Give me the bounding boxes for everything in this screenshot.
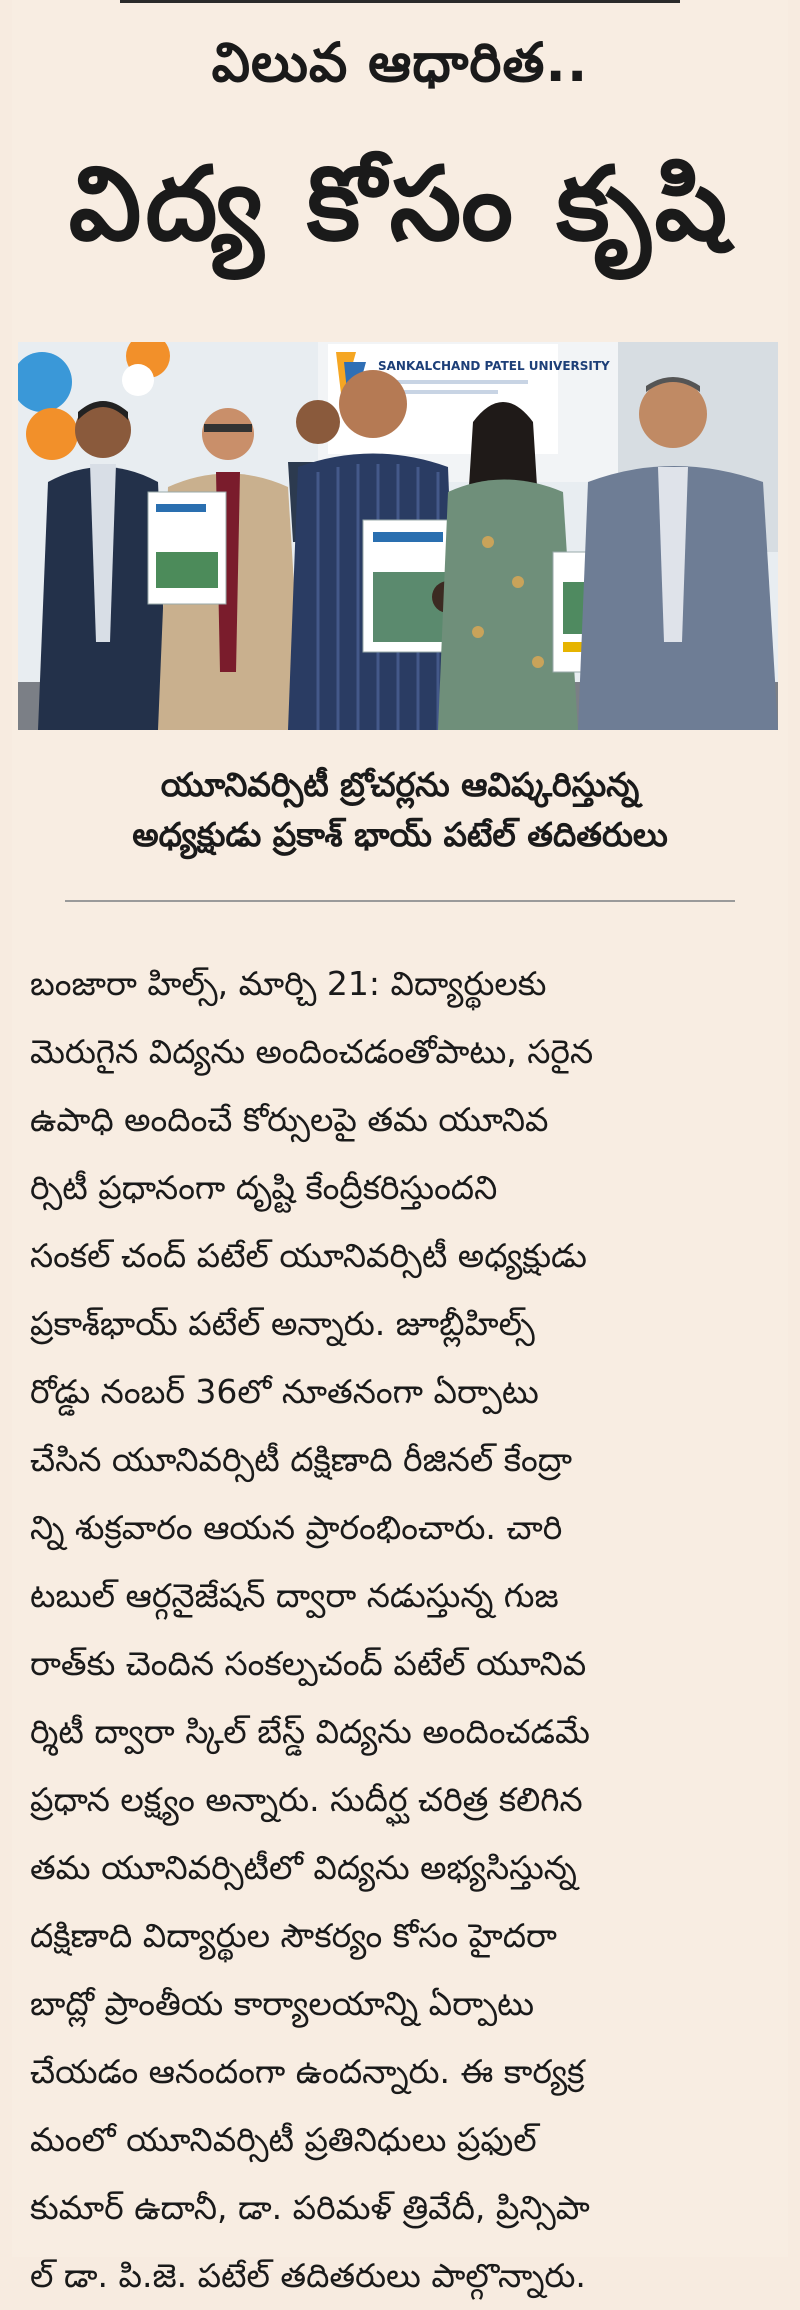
news-photo [18,342,778,730]
caption-line: అధ్యక్షుడు ప్రకాశ్ భాయ్ పటేల్ తదితరులు [132,815,668,854]
body-line: కుమార్ ఉదానీ, డా. పరిమళ్ త్రివేదీ, ప్రిన్సిపా [30,2188,590,2227]
body-line: బంజారా హిల్స్, మార్చి 21: విద్యార్థులకు [30,964,547,1003]
body-line: ప్రధాన లక్ష్యం అన్నారు. సుదీర్ఘ చరిత్ర కలిగిన [30,1780,583,1819]
body-line: మంలో యూనివర్సిటీ ప్రతినిధులు ప్రఫుల్ [30,2120,537,2159]
caption-divider [65,900,735,902]
body-line: తమ యూనివర్సిటీలో విద్యను అభ్యసిస్తున్న [30,1848,577,1887]
body-line: న్ని శుక్రవారం ఆయన ప్రారంభించారు. చారి [30,1508,563,1547]
caption-line: యూనివర్సిటీ బ్రోచర్లను ఆవిష్కరిస్తున్న [160,765,640,804]
body-line: సంకల్ చంద్ పటేల్ యూనివర్సిటీ అధ్యక్షుడు [30,1236,587,1275]
body-line: ప్రకాశ్‌భాయ్ పటేల్ అన్నారు. జూబ్లీహిల్స్ [30,1304,535,1343]
photo-caption [0,760,800,860]
banner-text: SANKALCHAND PATEL UNIVERSITY [378,359,610,373]
body-line: రోడ్డు నంబర్ 36లో నూతనంగా ఏర్పాటు [30,1372,539,1411]
article-body [30,950,770,2310]
body-line: చేయడం ఆనందంగా ఉందన్నారు. ఈ కార్యక్ర [30,2052,585,2091]
body-line: దక్షిణాది విద్యార్థుల సౌకర్యం కోసం హైదరా [30,1916,557,1955]
body-line: ఉపాధి అందించే కోర్సులపై తమ యూనివ [30,1100,549,1139]
photo-illustration [18,342,778,730]
body-line: బాద్లో ప్రాంతీయ కార్యాలయాన్ని ఏర్పాటు [30,1984,534,2023]
top-rule [120,0,680,3]
brochure-left [148,492,226,604]
body-line: టబుల్ ఆర్గనైజేషన్ ద్వారా నడుస్తున్న గుజ [30,1576,559,1615]
body-line: మెరుగైన విద్యను అందించడంతోపాటు, సరైన [30,1032,594,1071]
body-line: రాత్‌కు చెందిన సంకల్పచంద్ పటేల్ యూనివ [30,1644,587,1683]
body-line: ల్ డా. పి.జె. పటేల్ తదితరులు పాల్గొన్నారు. [30,2256,586,2295]
body-line: ర్సిటీ ప్రధానంగా దృష్టి కేంద్రీకరిస్తుందని [30,1168,498,1207]
body-line: చేసిన యూనివర్సిటీ దక్షిణాది రీజినల్ కేంద్రా [30,1440,573,1479]
main-headline: విద్య కోసం కృషి [68,145,732,264]
balloon-orange [26,408,78,460]
body-line: ర్శిటీ ద్వారా స్కిల్ బేస్డ్ విద్యను అందించడమే [30,1712,590,1751]
kicker-headline: విలువ ఆధారిత.. [211,31,589,94]
